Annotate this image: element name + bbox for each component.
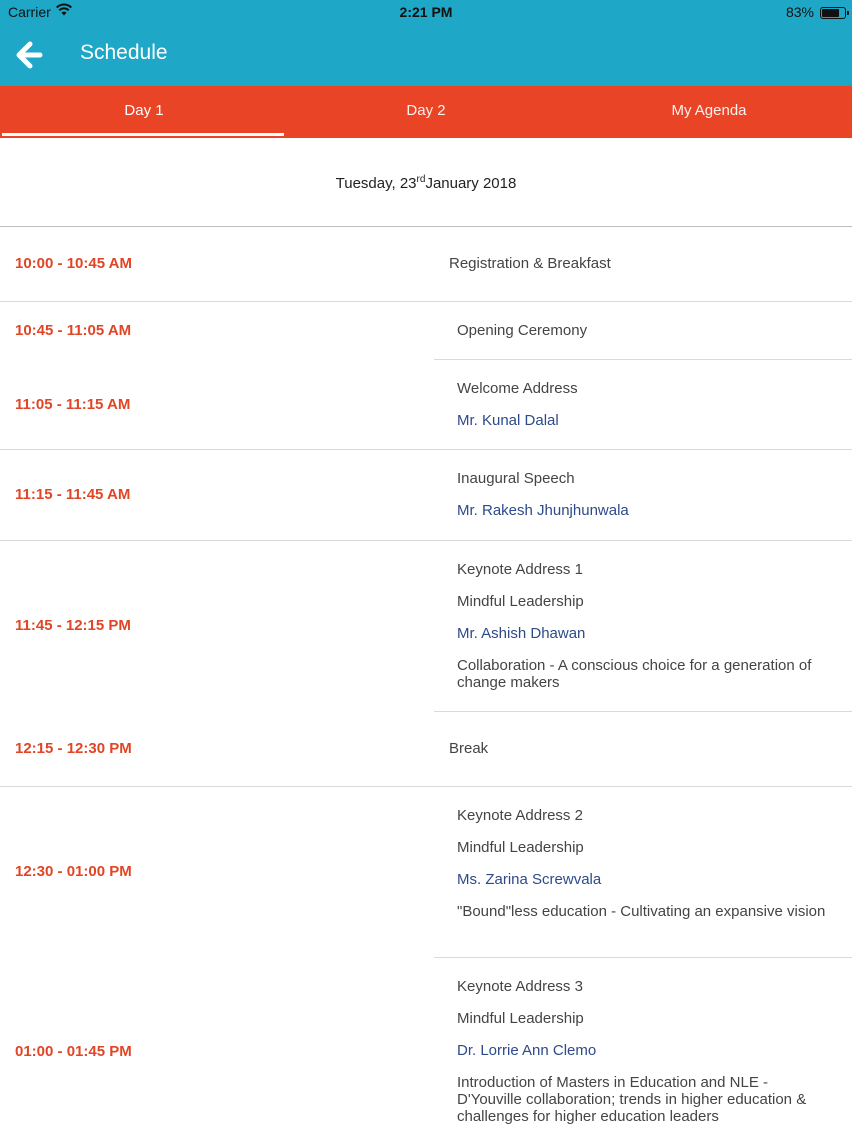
session-time: 12:30 - 01:00 PM: [15, 863, 132, 880]
session-row[interactable]: [0, 541, 852, 712]
session-time: 10:00 - 10:45 AM: [15, 255, 132, 272]
date-suffix: rd: [416, 174, 426, 185]
tab-label: Day 1: [124, 102, 164, 119]
carrier-label: Carrier: [8, 4, 51, 20]
session-title: Keynote Address 1: [457, 561, 583, 578]
tab-label: My Agenda: [671, 102, 747, 119]
session-row[interactable]: [0, 712, 852, 787]
session-speaker[interactable]: Mr. Rakesh Jhunjhunwala: [457, 502, 629, 519]
date-header: [0, 140, 852, 227]
tab-bar: [0, 86, 852, 138]
session-speaker[interactable]: Mr. Kunal Dalal: [457, 412, 559, 429]
session-row[interactable]: [0, 958, 852, 1136]
session-speaker[interactable]: Ms. Zarina Screwvala: [457, 871, 602, 888]
date-prefix: Tuesday, 23: [335, 175, 417, 192]
status-bar: [0, 0, 852, 24]
session-title: Opening Ceremony: [457, 322, 588, 339]
session-title: Keynote Address 3: [457, 978, 583, 995]
clock-time: 2:21 PM: [399, 4, 453, 20]
session-track: Mindful Leadership: [457, 1010, 584, 1027]
tab-day-2[interactable]: [284, 86, 568, 138]
session-row[interactable]: [0, 228, 852, 302]
back-button[interactable]: [12, 38, 46, 72]
session-topic: "Bound"less education - Cultivating an expansive vision: [457, 903, 826, 920]
battery-fill: [822, 9, 839, 17]
session-time: 01:00 - 01:45 PM: [15, 1043, 132, 1060]
tab-day-1[interactable]: [2, 86, 286, 138]
battery-percent: 83%: [785, 4, 814, 20]
session-time: 12:15 - 12:30 PM: [15, 740, 132, 757]
session-topic: Introduction of Masters in Education and NLE - D'Youville collaboration; trends in higher education & challenges for higher education leaders: [457, 1074, 807, 1125]
session-speaker[interactable]: Mr. Ashish Dhawan: [457, 625, 586, 642]
session-row[interactable]: [0, 787, 852, 958]
app-bar: [0, 24, 852, 86]
session-row[interactable]: [0, 302, 852, 360]
session-track: Mindful Leadership: [457, 839, 584, 856]
session-speaker[interactable]: Dr. Lorrie Ann Clemo: [457, 1042, 597, 1059]
session-time: 11:15 - 11:45 AM: [15, 486, 131, 503]
tab-label: Day 2: [406, 102, 446, 119]
battery-tip: [847, 11, 849, 15]
session-row[interactable]: [0, 360, 852, 450]
session-time: 11:05 - 11:15 AM: [15, 396, 131, 413]
session-title: Inaugural Speech: [457, 470, 575, 487]
session-title: Registration & Breakfast: [449, 255, 611, 272]
session-track: Mindful Leadership: [457, 593, 584, 610]
session-row[interactable]: [0, 450, 852, 541]
date-rest: January 2018: [425, 175, 517, 192]
back-arrow-icon: [12, 38, 46, 72]
active-tab-indicator: [2, 133, 284, 136]
page-title: Schedule: [80, 41, 168, 64]
tab-my-agenda[interactable]: [567, 86, 851, 138]
session-topic: Collaboration - A conscious choice for a generation of change makers: [457, 657, 812, 691]
session-time: 11:45 - 12:15 PM: [15, 617, 131, 634]
session-time: 10:45 - 11:05 AM: [15, 322, 132, 339]
battery-icon: [820, 7, 846, 19]
session-title: Break: [449, 740, 489, 757]
session-title: Keynote Address 2: [457, 807, 583, 824]
session-title: Welcome Address: [457, 380, 578, 397]
